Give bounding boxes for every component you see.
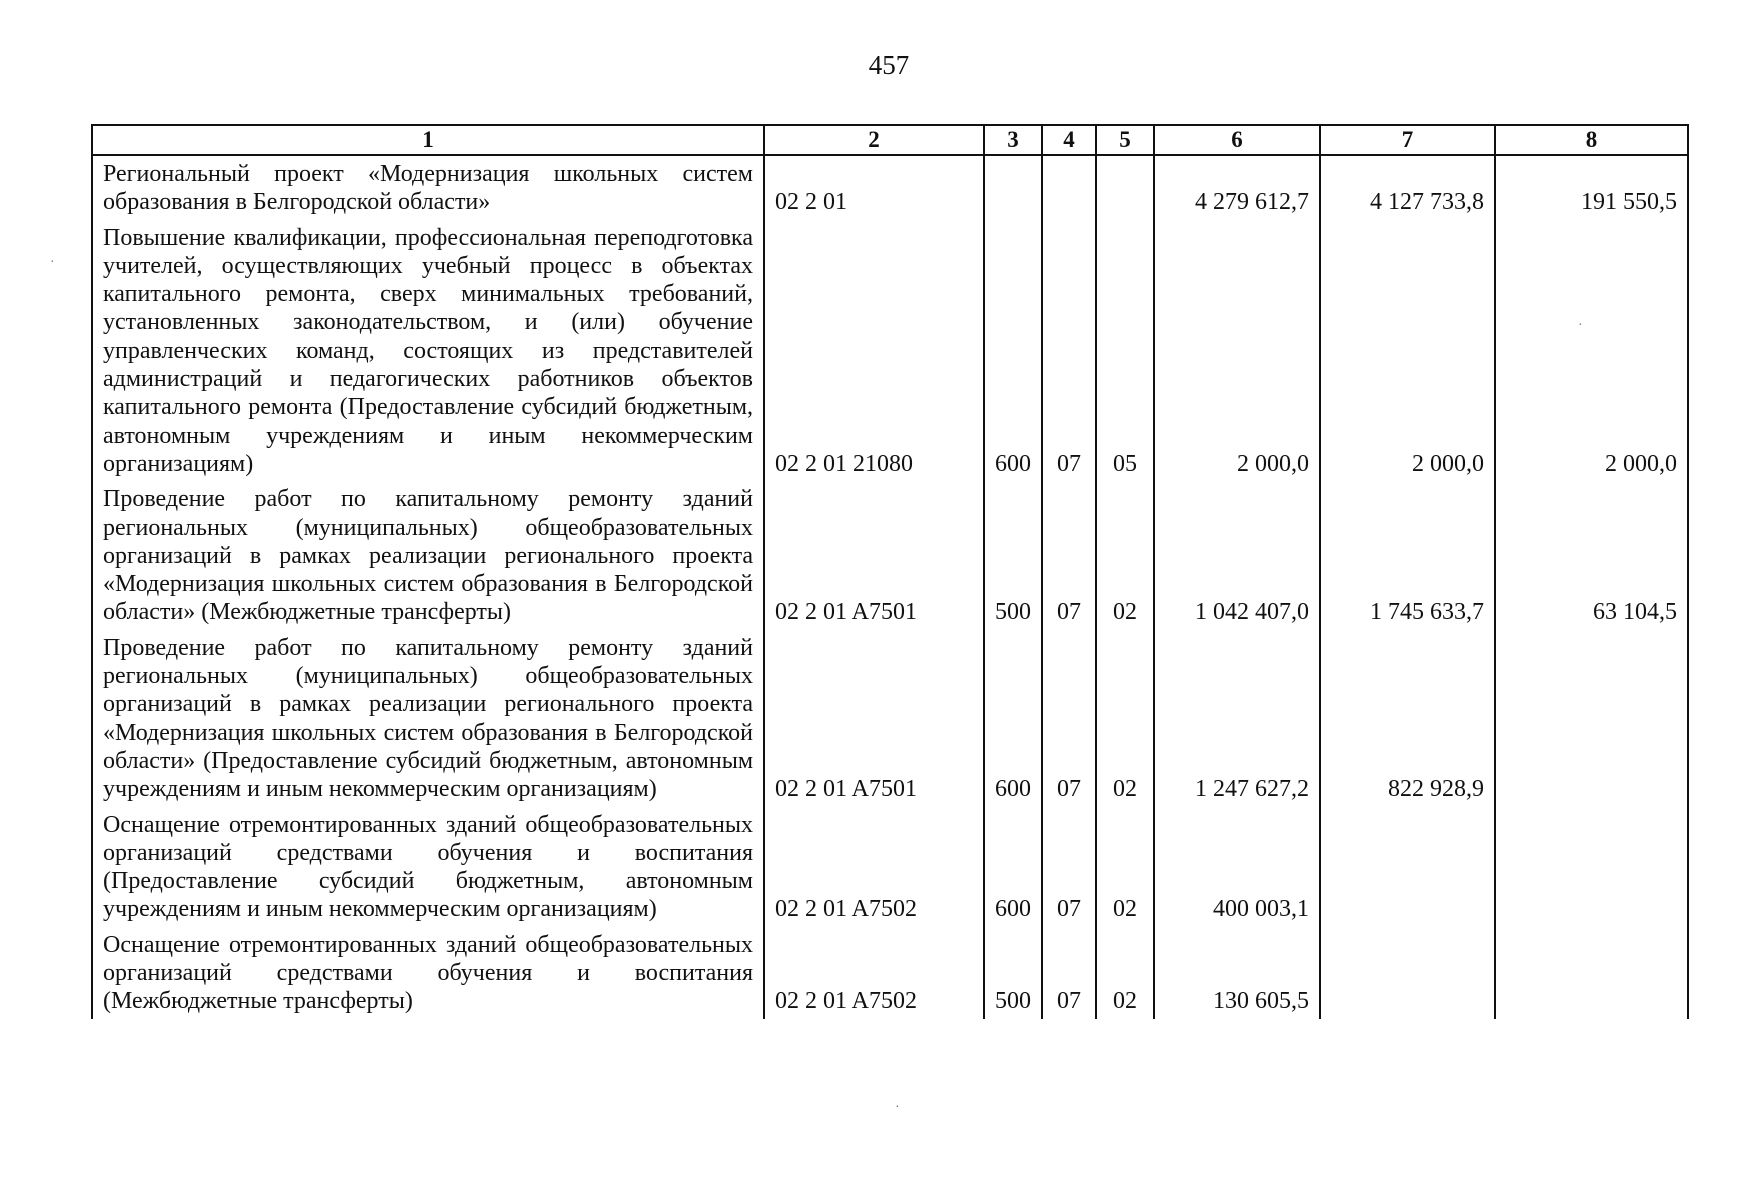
- table-row: [92, 807, 1688, 927]
- column-header-4: 4: [1042, 125, 1096, 155]
- table-row: [92, 927, 1688, 1019]
- scan-speck: ·: [50, 255, 55, 270]
- section-code: 07: [1042, 481, 1096, 629]
- expense-type-code: 600: [984, 807, 1042, 927]
- table-row: [92, 155, 1688, 220]
- subsection-code: 02: [1096, 630, 1154, 807]
- column-header-7: 7: [1320, 125, 1495, 155]
- amount-col-6: 400 003,1: [1154, 807, 1320, 927]
- amount-col-8: 2 000,0: [1495, 220, 1688, 482]
- row-name: Региональный проект «Модернизация школьных систем образования в Белгородской области»: [92, 155, 764, 220]
- amount-col-8: [1495, 807, 1688, 927]
- row-name: Оснащение отремонтированных зданий общеобразовательных организаций средствами обучения и воспитания (Межбюджетные трансферты): [92, 927, 764, 1019]
- column-header-5: 5: [1096, 125, 1154, 155]
- subsection-code: 05: [1096, 220, 1154, 482]
- expense-type-code: [984, 155, 1042, 220]
- expense-type-code: 500: [984, 927, 1042, 1019]
- amount-col-8: 63 104,5: [1495, 481, 1688, 629]
- row-name: Проведение работ по капитальному ремонту зданий региональных (муниципальных) общеобразовательных организаций в рамках реализации регионального проекта «Модернизация школьных систем образования в Белгородской области» (Предоставление субсидий бюджетным, автономным учреждениям и иным некоммерческим организациям): [92, 630, 764, 807]
- amount-col-7: [1320, 927, 1495, 1019]
- budget-table: [91, 124, 1689, 1019]
- table-row: [92, 481, 1688, 629]
- scan-speck: ·: [1578, 318, 1583, 333]
- target-article-code: 02 2 01 21080: [764, 220, 984, 482]
- amount-col-7: 4 127 733,8: [1320, 155, 1495, 220]
- target-article-code: 02 2 01 A7502: [764, 927, 984, 1019]
- subsection-code: 02: [1096, 927, 1154, 1019]
- column-header-8: 8: [1495, 125, 1688, 155]
- table-row: [92, 630, 1688, 807]
- amount-col-6: 1 247 627,2: [1154, 630, 1320, 807]
- table-row: [92, 220, 1688, 482]
- target-article-code: 02 2 01 A7501: [764, 630, 984, 807]
- page-number: 457: [868, 50, 910, 80]
- amount-col-6: 2 000,0: [1154, 220, 1320, 482]
- amount-col-8: [1495, 927, 1688, 1019]
- target-article-code: 02 2 01: [764, 155, 984, 220]
- expense-type-code: 600: [984, 220, 1042, 482]
- column-header-1: 1: [92, 125, 764, 155]
- target-article-code: 02 2 01 A7501: [764, 481, 984, 629]
- amount-col-7: [1320, 807, 1495, 927]
- amount-col-8: [1495, 630, 1688, 807]
- amount-col-6: 4 279 612,7: [1154, 155, 1320, 220]
- subsection-code: 02: [1096, 481, 1154, 629]
- scan-speck: ·: [895, 1100, 900, 1115]
- subsection-code: [1096, 155, 1154, 220]
- section-code: 07: [1042, 220, 1096, 482]
- amount-col-7: 1 745 633,7: [1320, 481, 1495, 629]
- expense-type-code: 600: [984, 630, 1042, 807]
- column-header-3: 3: [984, 125, 1042, 155]
- section-code: 07: [1042, 927, 1096, 1019]
- row-name: Повышение квалификации, профессиональная переподготовка учителей, осуществляющих учебный процесс в объектах капитального ремонта, сверх минимальных требований, установленных законодательством, и (или) обучение управленческих команд, состоящих из представителей администраций и педагогических работников объектов капитального ремонта (Предоставление субсидий бюджетным, автономным учреждениям и иным некоммерческим организациям): [92, 220, 764, 482]
- amount-col-7: 822 928,9: [1320, 630, 1495, 807]
- header-row: [92, 125, 1688, 155]
- row-name: Проведение работ по капитальному ремонту зданий региональных (муниципальных) общеобразовательных организаций в рамках реализации регионального проекта «Модернизация школьных систем образования в Белгородской области» (Межбюджетные трансферты): [92, 481, 764, 629]
- amount-col-7: 2 000,0: [1320, 220, 1495, 482]
- row-name: Оснащение отремонтированных зданий общеобразовательных организаций средствами обучения и воспитания (Предоставление субсидий бюджетным, автономным учреждениям и иным некоммерческим организациям): [92, 807, 764, 927]
- column-header-2: 2: [764, 125, 984, 155]
- column-header-6: 6: [1154, 125, 1320, 155]
- section-code: [1042, 155, 1096, 220]
- section-code: 07: [1042, 807, 1096, 927]
- expense-type-code: 500: [984, 481, 1042, 629]
- amount-col-6: 1 042 407,0: [1154, 481, 1320, 629]
- section-code: 07: [1042, 630, 1096, 807]
- subsection-code: 02: [1096, 807, 1154, 927]
- amount-col-6: 130 605,5: [1154, 927, 1320, 1019]
- amount-col-8: 191 550,5: [1495, 155, 1688, 220]
- target-article-code: 02 2 01 A7502: [764, 807, 984, 927]
